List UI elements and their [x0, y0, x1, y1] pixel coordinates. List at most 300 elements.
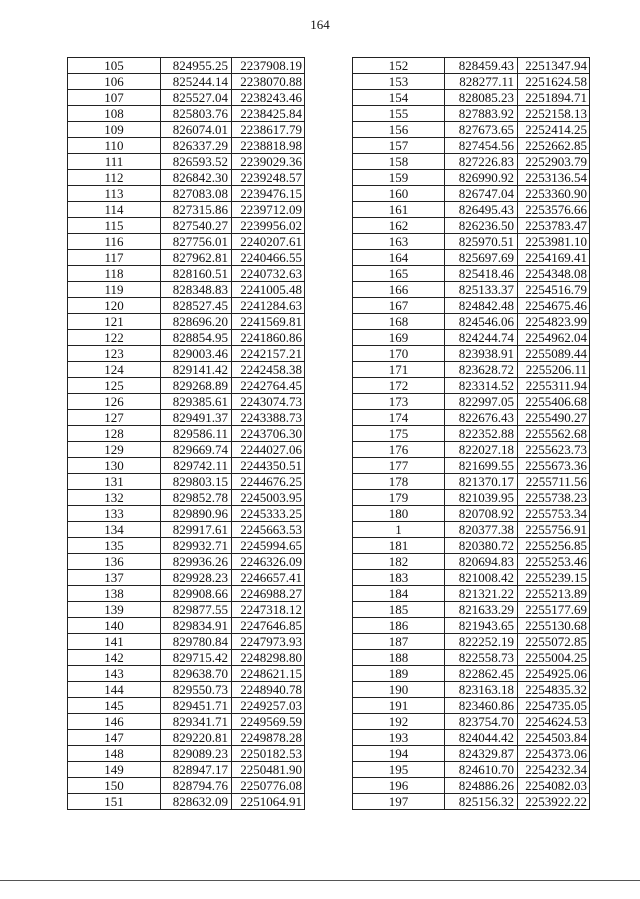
table-row — [68, 314, 305, 330]
x-coordinate-cell: 822676.43 — [445, 410, 518, 426]
x-coordinate-cell: 820694.83 — [445, 554, 518, 570]
table-row — [68, 186, 305, 202]
table-row — [353, 298, 590, 314]
x-coordinate-cell: 829141.42 — [161, 362, 232, 378]
x-coordinate-cell: 821008.42 — [445, 570, 518, 586]
table-row — [68, 362, 305, 378]
point-number-cell: 128 — [68, 426, 161, 442]
point-number-cell: 158 — [353, 154, 445, 170]
table-row — [353, 554, 590, 570]
y-coordinate-cell: 2245003.95 — [232, 490, 305, 506]
point-number-cell: 172 — [353, 378, 445, 394]
table-row — [353, 618, 590, 634]
y-coordinate-cell: 2255256.85 — [518, 538, 590, 554]
y-coordinate-cell: 2254373.06 — [518, 746, 590, 762]
point-number-cell: 114 — [68, 202, 161, 218]
y-coordinate-cell: 2238070.88 — [232, 74, 305, 90]
x-coordinate-cell: 821039.95 — [445, 490, 518, 506]
x-coordinate-cell: 829877.55 — [161, 602, 232, 618]
table-row — [68, 794, 305, 810]
table-row — [68, 90, 305, 106]
point-number-cell: 122 — [68, 330, 161, 346]
x-coordinate-cell: 820377.38 — [445, 522, 518, 538]
point-number-cell: 105 — [68, 58, 161, 74]
table-row — [353, 266, 590, 282]
y-coordinate-cell: 2249569.59 — [232, 714, 305, 730]
x-coordinate-cell: 826842.30 — [161, 170, 232, 186]
table-row — [353, 106, 590, 122]
x-coordinate-cell: 828632.09 — [161, 794, 232, 810]
x-coordinate-cell: 824546.06 — [445, 314, 518, 330]
x-coordinate-cell: 829550.73 — [161, 682, 232, 698]
y-coordinate-cell: 2255072.85 — [518, 634, 590, 650]
y-coordinate-cell: 2247318.12 — [232, 602, 305, 618]
x-coordinate-cell: 825803.76 — [161, 106, 232, 122]
x-coordinate-cell: 822997.05 — [445, 394, 518, 410]
point-number-cell: 153 — [353, 74, 445, 90]
point-number-cell: 174 — [353, 410, 445, 426]
table-row — [68, 346, 305, 362]
y-coordinate-cell: 2245663.53 — [232, 522, 305, 538]
table-row — [353, 234, 590, 250]
table-row — [353, 410, 590, 426]
point-number-cell: 154 — [353, 90, 445, 106]
x-coordinate-cell: 827756.01 — [161, 234, 232, 250]
table-row — [68, 426, 305, 442]
point-number-cell: 181 — [353, 538, 445, 554]
y-coordinate-cell: 2248621.15 — [232, 666, 305, 682]
x-coordinate-cell: 828085.23 — [445, 90, 518, 106]
x-coordinate-cell: 821699.55 — [445, 458, 518, 474]
table-row — [353, 122, 590, 138]
y-coordinate-cell: 2255562.68 — [518, 426, 590, 442]
x-coordinate-cell: 822862.45 — [445, 666, 518, 682]
table-row — [68, 570, 305, 586]
y-coordinate-cell: 2248298.80 — [232, 650, 305, 666]
table-row — [68, 234, 305, 250]
point-number-cell: 139 — [68, 602, 161, 618]
x-coordinate-cell: 826593.52 — [161, 154, 232, 170]
y-coordinate-cell: 2244027.06 — [232, 442, 305, 458]
x-coordinate-cell: 826495.43 — [445, 202, 518, 218]
x-coordinate-cell: 822027.18 — [445, 442, 518, 458]
table-row — [353, 202, 590, 218]
point-number-cell: 188 — [353, 650, 445, 666]
y-coordinate-cell: 2239029.36 — [232, 154, 305, 170]
point-number-cell: 186 — [353, 618, 445, 634]
table-row — [68, 74, 305, 90]
y-coordinate-cell: 2251347.94 — [518, 58, 590, 74]
x-coordinate-cell: 823163.18 — [445, 682, 518, 698]
table-row — [68, 714, 305, 730]
y-coordinate-cell: 2255406.68 — [518, 394, 590, 410]
y-coordinate-cell: 2255311.94 — [518, 378, 590, 394]
point-number-cell: 132 — [68, 490, 161, 506]
point-number-cell: 145 — [68, 698, 161, 714]
x-coordinate-cell: 820380.72 — [445, 538, 518, 554]
y-coordinate-cell: 2239712.09 — [232, 202, 305, 218]
y-coordinate-cell: 2251894.71 — [518, 90, 590, 106]
x-coordinate-cell: 828947.17 — [161, 762, 232, 778]
y-coordinate-cell: 2255004.25 — [518, 650, 590, 666]
x-coordinate-cell: 827883.92 — [445, 106, 518, 122]
point-number-cell: 187 — [353, 634, 445, 650]
table-row — [353, 378, 590, 394]
point-number-cell: 127 — [68, 410, 161, 426]
x-coordinate-cell: 824329.87 — [445, 746, 518, 762]
y-coordinate-cell: 2253922.22 — [518, 794, 590, 810]
table-row — [68, 298, 305, 314]
x-coordinate-cell: 826236.50 — [445, 218, 518, 234]
y-coordinate-cell: 2255673.36 — [518, 458, 590, 474]
point-number-cell: 159 — [353, 170, 445, 186]
point-number-cell: 166 — [353, 282, 445, 298]
table-row — [353, 394, 590, 410]
y-coordinate-cell: 2255738.23 — [518, 490, 590, 506]
point-number-cell: 176 — [353, 442, 445, 458]
y-coordinate-cell: 2253783.47 — [518, 218, 590, 234]
x-coordinate-cell: 829852.78 — [161, 490, 232, 506]
table-row — [68, 698, 305, 714]
x-coordinate-cell: 829932.71 — [161, 538, 232, 554]
x-coordinate-cell: 829341.71 — [161, 714, 232, 730]
y-coordinate-cell: 2254675.46 — [518, 298, 590, 314]
table-row — [353, 74, 590, 90]
y-coordinate-cell: 2244676.25 — [232, 474, 305, 490]
y-coordinate-cell: 2254835.32 — [518, 682, 590, 698]
y-coordinate-cell: 2254962.04 — [518, 330, 590, 346]
point-number-cell: 148 — [68, 746, 161, 762]
x-coordinate-cell: 820708.92 — [445, 506, 518, 522]
y-coordinate-cell: 2238243.46 — [232, 90, 305, 106]
x-coordinate-cell: 829908.66 — [161, 586, 232, 602]
y-coordinate-cell: 2252158.13 — [518, 106, 590, 122]
x-coordinate-cell: 828348.83 — [161, 282, 232, 298]
table-row — [68, 218, 305, 234]
table-row — [353, 138, 590, 154]
point-number-cell: 141 — [68, 634, 161, 650]
table-row — [353, 634, 590, 650]
x-coordinate-cell: 826990.92 — [445, 170, 518, 186]
table-row — [353, 362, 590, 378]
table-row — [353, 522, 590, 538]
y-coordinate-cell: 2253136.54 — [518, 170, 590, 186]
x-coordinate-cell: 822352.88 — [445, 426, 518, 442]
x-coordinate-cell: 821370.17 — [445, 474, 518, 490]
table-row — [68, 378, 305, 394]
table-row — [353, 538, 590, 554]
table-row — [353, 730, 590, 746]
table-row — [68, 522, 305, 538]
point-number-cell: 115 — [68, 218, 161, 234]
y-coordinate-cell: 2254503.84 — [518, 730, 590, 746]
point-number-cell: 170 — [353, 346, 445, 362]
point-number-cell: 136 — [68, 554, 161, 570]
y-coordinate-cell: 2254925.06 — [518, 666, 590, 682]
table-row — [68, 474, 305, 490]
table-row — [68, 138, 305, 154]
footer-rule — [0, 880, 640, 881]
table-row — [68, 106, 305, 122]
x-coordinate-cell: 827962.81 — [161, 250, 232, 266]
table-row — [68, 650, 305, 666]
point-number-cell: 179 — [353, 490, 445, 506]
x-coordinate-cell: 829803.15 — [161, 474, 232, 490]
point-number-cell: 165 — [353, 266, 445, 282]
point-number-cell: 112 — [68, 170, 161, 186]
point-number-cell: 161 — [353, 202, 445, 218]
point-number-cell: 135 — [68, 538, 161, 554]
x-coordinate-cell: 824610.70 — [445, 762, 518, 778]
y-coordinate-cell: 2249257.03 — [232, 698, 305, 714]
y-coordinate-cell: 2251064.91 — [232, 794, 305, 810]
x-coordinate-cell: 829586.11 — [161, 426, 232, 442]
y-coordinate-cell: 2254624.53 — [518, 714, 590, 730]
y-coordinate-cell: 2252903.79 — [518, 154, 590, 170]
table-row — [68, 282, 305, 298]
table-row — [68, 330, 305, 346]
x-coordinate-cell: 824886.26 — [445, 778, 518, 794]
table-row — [353, 330, 590, 346]
point-number-cell: 124 — [68, 362, 161, 378]
x-coordinate-cell: 827454.56 — [445, 138, 518, 154]
x-coordinate-cell: 829385.61 — [161, 394, 232, 410]
point-number-cell: 129 — [68, 442, 161, 458]
point-number-cell: 196 — [353, 778, 445, 794]
point-number-cell: 108 — [68, 106, 161, 122]
x-coordinate-cell: 828277.11 — [445, 74, 518, 90]
y-coordinate-cell: 2254823.99 — [518, 314, 590, 330]
table-row — [68, 442, 305, 458]
x-coordinate-cell: 828794.76 — [161, 778, 232, 794]
x-coordinate-cell: 827315.86 — [161, 202, 232, 218]
table-row — [353, 586, 590, 602]
x-coordinate-cell: 821943.65 — [445, 618, 518, 634]
point-number-cell: 173 — [353, 394, 445, 410]
table-row — [353, 346, 590, 362]
y-coordinate-cell: 2254082.03 — [518, 778, 590, 794]
point-number-cell: 167 — [353, 298, 445, 314]
table-row — [353, 650, 590, 666]
table-row — [353, 58, 590, 74]
table-row — [353, 218, 590, 234]
point-number-cell: 163 — [353, 234, 445, 250]
x-coordinate-cell: 824044.42 — [445, 730, 518, 746]
point-number-cell: 116 — [68, 234, 161, 250]
point-number-cell: 194 — [353, 746, 445, 762]
point-number-cell: 118 — [68, 266, 161, 282]
y-coordinate-cell: 2249878.28 — [232, 730, 305, 746]
x-coordinate-cell: 825970.51 — [445, 234, 518, 250]
point-number-cell: 162 — [353, 218, 445, 234]
point-number-cell: 195 — [353, 762, 445, 778]
table-row — [68, 202, 305, 218]
point-number-cell: 119 — [68, 282, 161, 298]
point-number-cell: 113 — [68, 186, 161, 202]
point-number-cell: 109 — [68, 122, 161, 138]
y-coordinate-cell: 2255206.11 — [518, 362, 590, 378]
table-row — [68, 634, 305, 650]
y-coordinate-cell: 2241569.81 — [232, 314, 305, 330]
x-coordinate-cell: 825418.46 — [445, 266, 518, 282]
table-row — [353, 474, 590, 490]
table-row — [68, 266, 305, 282]
y-coordinate-cell: 2252414.25 — [518, 122, 590, 138]
table-row — [353, 682, 590, 698]
x-coordinate-cell: 829890.96 — [161, 506, 232, 522]
table-row — [353, 602, 590, 618]
point-number-cell: 191 — [353, 698, 445, 714]
y-coordinate-cell: 2255130.68 — [518, 618, 590, 634]
y-coordinate-cell: 2237908.19 — [232, 58, 305, 74]
table-row — [68, 682, 305, 698]
y-coordinate-cell: 2244350.51 — [232, 458, 305, 474]
x-coordinate-cell: 827673.65 — [445, 122, 518, 138]
table-row — [68, 586, 305, 602]
table-row — [68, 762, 305, 778]
y-coordinate-cell: 2243706.30 — [232, 426, 305, 442]
y-coordinate-cell: 2253576.66 — [518, 202, 590, 218]
y-coordinate-cell: 2255213.89 — [518, 586, 590, 602]
x-coordinate-cell: 827540.27 — [161, 218, 232, 234]
point-number-cell: 126 — [68, 394, 161, 410]
point-number-cell: 138 — [68, 586, 161, 602]
table-row — [353, 314, 590, 330]
y-coordinate-cell: 2241284.63 — [232, 298, 305, 314]
table-row — [68, 170, 305, 186]
point-number-cell: 157 — [353, 138, 445, 154]
point-number-cell: 182 — [353, 554, 445, 570]
x-coordinate-cell: 825697.69 — [445, 250, 518, 266]
y-coordinate-cell: 2240207.61 — [232, 234, 305, 250]
y-coordinate-cell: 2253360.90 — [518, 186, 590, 202]
point-number-cell: 177 — [353, 458, 445, 474]
x-coordinate-cell: 823628.72 — [445, 362, 518, 378]
x-coordinate-cell: 827083.08 — [161, 186, 232, 202]
table-row — [353, 778, 590, 794]
x-coordinate-cell: 829491.37 — [161, 410, 232, 426]
table-row — [353, 90, 590, 106]
table-row — [68, 458, 305, 474]
point-number-cell: 144 — [68, 682, 161, 698]
y-coordinate-cell: 2255239.15 — [518, 570, 590, 586]
point-number-cell: 152 — [353, 58, 445, 74]
y-coordinate-cell: 2255490.27 — [518, 410, 590, 426]
table-row — [68, 778, 305, 794]
point-number-cell: 137 — [68, 570, 161, 586]
x-coordinate-cell: 829003.46 — [161, 346, 232, 362]
point-number-cell: 169 — [353, 330, 445, 346]
table-row — [68, 538, 305, 554]
point-number-cell: 175 — [353, 426, 445, 442]
x-coordinate-cell: 829638.70 — [161, 666, 232, 682]
y-coordinate-cell: 2250182.53 — [232, 746, 305, 762]
point-number-cell: 185 — [353, 602, 445, 618]
table-row — [68, 730, 305, 746]
y-coordinate-cell: 2246988.27 — [232, 586, 305, 602]
x-coordinate-cell: 829780.84 — [161, 634, 232, 650]
y-coordinate-cell: 2242764.45 — [232, 378, 305, 394]
x-coordinate-cell: 828160.51 — [161, 266, 232, 282]
y-coordinate-cell: 2246657.41 — [232, 570, 305, 586]
x-coordinate-cell: 823938.91 — [445, 346, 518, 362]
point-number-cell: 147 — [68, 730, 161, 746]
table-row — [353, 570, 590, 586]
table-row — [68, 154, 305, 170]
table-row — [353, 186, 590, 202]
y-coordinate-cell: 2243388.73 — [232, 410, 305, 426]
y-coordinate-cell: 2250776.08 — [232, 778, 305, 794]
y-coordinate-cell: 2252662.85 — [518, 138, 590, 154]
table-row — [68, 506, 305, 522]
x-coordinate-cell: 825133.37 — [445, 282, 518, 298]
y-coordinate-cell: 2254516.79 — [518, 282, 590, 298]
x-coordinate-cell: 825527.04 — [161, 90, 232, 106]
table-row — [353, 458, 590, 474]
coordinate-table-right — [352, 57, 590, 810]
x-coordinate-cell: 823754.70 — [445, 714, 518, 730]
point-number-cell: 168 — [353, 314, 445, 330]
x-coordinate-cell: 829268.89 — [161, 378, 232, 394]
point-number-cell: 1 — [353, 522, 445, 538]
point-number-cell: 178 — [353, 474, 445, 490]
y-coordinate-cell: 2243074.73 — [232, 394, 305, 410]
point-number-cell: 120 — [68, 298, 161, 314]
x-coordinate-cell: 821321.22 — [445, 586, 518, 602]
table-row — [68, 618, 305, 634]
point-number-cell: 156 — [353, 122, 445, 138]
x-coordinate-cell: 824244.74 — [445, 330, 518, 346]
point-number-cell: 131 — [68, 474, 161, 490]
point-number-cell: 110 — [68, 138, 161, 154]
y-coordinate-cell: 2254348.08 — [518, 266, 590, 282]
x-coordinate-cell: 823460.86 — [445, 698, 518, 714]
point-number-cell: 190 — [353, 682, 445, 698]
y-coordinate-cell: 2250481.90 — [232, 762, 305, 778]
table-row — [353, 714, 590, 730]
point-number-cell: 106 — [68, 74, 161, 90]
point-number-cell: 130 — [68, 458, 161, 474]
y-coordinate-cell: 2239956.02 — [232, 218, 305, 234]
x-coordinate-cell: 829715.42 — [161, 650, 232, 666]
point-number-cell: 192 — [353, 714, 445, 730]
point-number-cell: 189 — [353, 666, 445, 682]
table-row — [353, 794, 590, 810]
table-row — [353, 170, 590, 186]
y-coordinate-cell: 2248940.78 — [232, 682, 305, 698]
table-row — [68, 122, 305, 138]
x-coordinate-cell: 829451.71 — [161, 698, 232, 714]
y-coordinate-cell: 2238425.84 — [232, 106, 305, 122]
y-coordinate-cell: 2255753.34 — [518, 506, 590, 522]
x-coordinate-cell: 827226.83 — [445, 154, 518, 170]
x-coordinate-cell: 825244.14 — [161, 74, 232, 90]
point-number-cell: 151 — [68, 794, 161, 810]
table-row — [353, 282, 590, 298]
x-coordinate-cell: 822252.19 — [445, 634, 518, 650]
y-coordinate-cell: 2247973.93 — [232, 634, 305, 650]
y-coordinate-cell: 2238818.98 — [232, 138, 305, 154]
point-number-cell: 111 — [68, 154, 161, 170]
table-row — [353, 762, 590, 778]
x-coordinate-cell: 828696.20 — [161, 314, 232, 330]
table-row — [353, 698, 590, 714]
point-number-cell: 134 — [68, 522, 161, 538]
point-number-cell: 107 — [68, 90, 161, 106]
y-coordinate-cell: 2247646.85 — [232, 618, 305, 634]
point-number-cell: 180 — [353, 506, 445, 522]
x-coordinate-cell: 826747.04 — [445, 186, 518, 202]
